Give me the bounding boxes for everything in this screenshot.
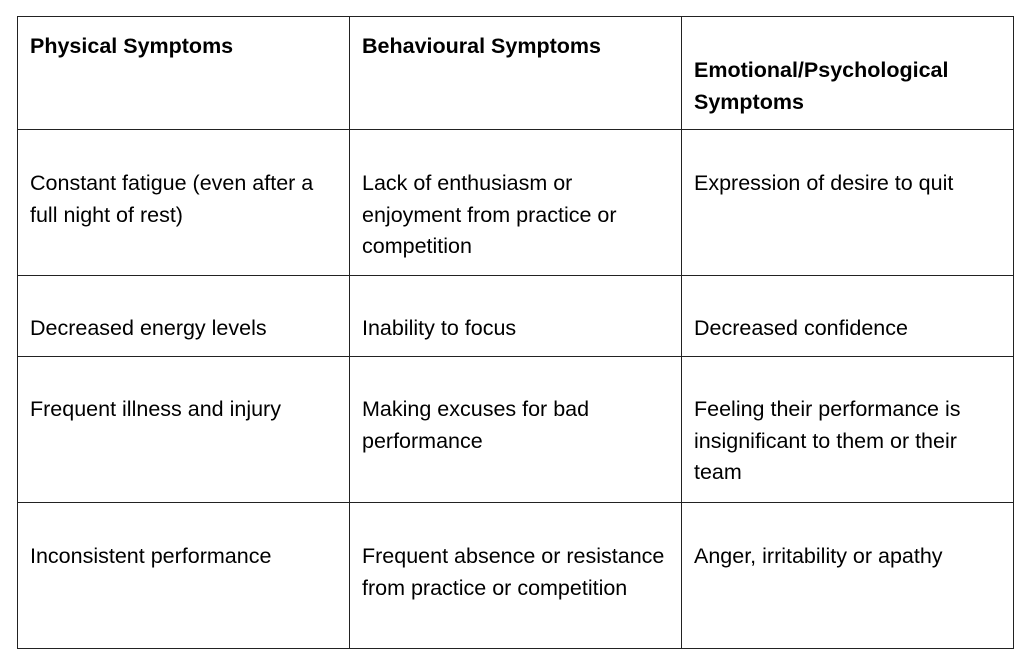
- table-row: [18, 130, 1014, 276]
- cell-text: Decreased confidence: [694, 316, 908, 340]
- header-physical: [18, 17, 350, 130]
- table-cell: [682, 357, 1014, 503]
- table-header-row: [18, 17, 1014, 130]
- header-physical-label: Physical Symptoms: [30, 34, 234, 58]
- symptoms-table: [17, 16, 1014, 649]
- table-cell: [682, 276, 1014, 357]
- cell-text: Constant fatigue (even after a full night of rest): [30, 171, 314, 227]
- table-cell: [350, 276, 682, 357]
- table-cell: [18, 130, 350, 276]
- cell-text: Lack of enthusiasm or enjoyment from practice or competition: [362, 171, 617, 258]
- table-cell: [350, 503, 682, 649]
- table-row: [18, 503, 1014, 649]
- header-emotional: [682, 17, 1014, 130]
- header-emotional-label: Emotional/Psychological Symptoms: [694, 58, 949, 114]
- table-cell: [350, 357, 682, 503]
- table-row: [18, 357, 1014, 503]
- header-behavioural-label: Behavioural Symptoms: [362, 34, 601, 58]
- table-cell: [18, 357, 350, 503]
- table-cell: [18, 503, 350, 649]
- cell-text: Making excuses for bad performance: [362, 397, 590, 453]
- table-cell: [18, 276, 350, 357]
- header-behavioural: [350, 17, 682, 130]
- cell-text: Expression of desire to quit: [694, 171, 954, 195]
- table-cell: [682, 503, 1014, 649]
- table-cell: [350, 130, 682, 276]
- cell-text: Inability to focus: [362, 316, 517, 340]
- cell-text: Frequent absence or resistance from practice or competition: [362, 544, 665, 600]
- cell-text: Decreased energy levels: [30, 316, 267, 340]
- cell-text: Inconsistent performance: [30, 544, 272, 568]
- table-cell: [682, 130, 1014, 276]
- cell-text: Anger, irritability or apathy: [694, 544, 943, 568]
- cell-text: Feeling their performance is insignificant to them or their team: [694, 397, 961, 484]
- table-row: [18, 276, 1014, 357]
- cell-text: Frequent illness and injury: [30, 397, 281, 421]
